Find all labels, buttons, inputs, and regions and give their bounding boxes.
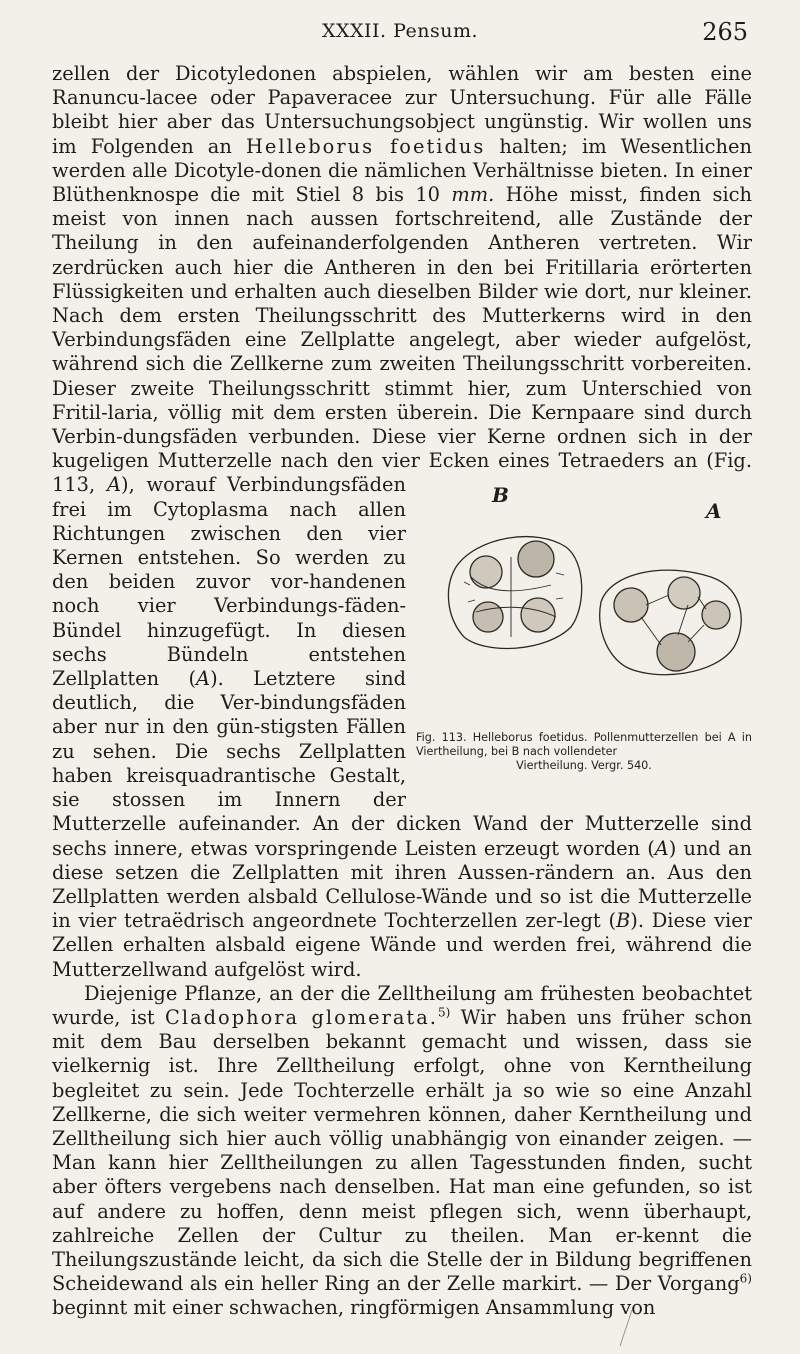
pollen-mother-cells-illustration [416, 477, 752, 727]
page-number: 265 [702, 18, 748, 46]
paragraph-1 [52, 62, 752, 982]
text-run: halten; im Wesentlichen werden alle Dicotyle-donen die nämlichen Verhältnisse bieten. In einer Blüthenknospe die mit Stiel 8 bis 10 [52, 134, 752, 207]
footnote-ref: 6) [739, 1271, 752, 1286]
species-name: Cladophora glomerata. [165, 1005, 438, 1029]
text-run: Höhe misst, finden sich meist von innen nach aussen fortschreitend, alle Zustände der Theilung in den aufeinanderfolgenden Antheren vertreten. Wir zerdrücken auch hier die Antheren in den bei Fritillaria erörterten Flüssigkeiten und erhalten auch dieselben Bilder wie dort, nur kleiner. Nach dem ersten Theilungsschritt des Mutterkerns wird in den Verbindungsfäden eine Zellplatte angelegt, aber wieder aufgelöst, während sich die Zellkerne zum zweiten Theilungsschritt vorbereiten. Dieser zweite Theilungsschritt stimmt hier, zum Unterschied von Fritil-laria, völlig mit dem ersten überein. Die Kernpaare sind durch Verbin-dungsfäden verbunden. Diese vier Kerne ordnen sich in der kugeligen Mutterzelle nach den vier Ecken eines Tetraeders an (Fig. 113, [52, 183, 753, 497]
figure-label-b: B [492, 483, 509, 508]
figure-caption [416, 731, 752, 773]
text-run: ). Letztere sind deutlich, die Ver-bindungsfäden aber nur in den gün-stigsten Fällen zu sehen. Die sechs Zellplatten haben kreisquadrantische Gestalt, sie stossen im Innern der Mutterzelle aufeinander. An der dicken Wand der Mutterzelle sind sechs innere, etwas vorspringende Leisten erzeugt worden ( [52, 667, 752, 860]
text-run-with-figure [52, 183, 752, 496]
footnote-ref: 5) [437, 1005, 451, 1020]
figure-label-a: A [706, 499, 722, 524]
caption-text-last: Viertheilung. Vergr. 540. [516, 759, 652, 773]
text-run: ). Diese vier Zellen erhalten alsbald eigene Wände und werden frei, während die Mutterzellwand aufgelöst wird. [52, 909, 752, 981]
page-header [52, 18, 748, 48]
text-run: beginnt mit einer schwachen, ringförmigen Ansammlung von [52, 1296, 656, 1320]
figure-ref: A [654, 836, 669, 860]
figure-113 [416, 477, 752, 785]
text-run: zellen der Dicotyledonen abspielen, wählen wir am besten eine Ranuncu-lacee oder Papaveracee zur Untersuchung. Für alle Fälle bleibt hier aber das Untersuchungsobject ungünstig. Wir wollen uns im Folgenden an [52, 62, 752, 158]
text-run: Diejenige Pflanze, an der die Zelltheilung am frühesten beobachtet wurde, ist [52, 981, 752, 1029]
text-run: Wir haben uns früher schon mit dem Bau derselben bekannt gemacht und wissen, dass sie vielkernig ist. Ihre Zelltheilung erfolgt, ohne von Kerntheilung begleitet zu sein. Jede Tochterzelle erhält ja so wie so eine Anzahl Zellkerne, die sich weiter vermehren können, daher Kerntheilung und Zelltheilung sich hier auch völlig unabhängig von einander zeigen. — Man kann hier Zelltheilungen zu allen Tagesstunden finden, sucht aber öfters vergebens nach denselben. Hat man eine gefunden, so ist auf andere zu hoffen, denn meist pflegen sich, wenn überhaupt, zahlreiche Zellen der Cultur zu theilen. Man er-kennt die Theilungszustände leicht, da sich die Stelle der in Bildung begriffenen Scheidewand als ein heller Ring an der Zelle markirt. — Der Vorgang [52, 1005, 752, 1296]
illustration-b [448, 537, 581, 649]
text-run: ), worauf Verbindungsfäden frei im Cytoplasma nach allen Richtungen zwischen den vier Kernen entstehen. So werden zu den beiden zuvor vor-handenen noch vier Verbindungs-fäden-Bündel hinzugefügt. In diesen sechs Bündeln entstehen Zellplatten ( [52, 473, 406, 691]
figure-ref: A [196, 667, 211, 691]
species-name: Helleborus foetidus [245, 134, 486, 158]
illustration-a [600, 571, 742, 676]
body-text [52, 62, 752, 1321]
paragraph-2 [52, 982, 752, 1321]
figure-ref: A [106, 473, 121, 497]
caption-text: Helleborus foetidus. Pollenmutterzellen bei A in Viertheilung, bei B nach vollendeter [416, 731, 752, 759]
unit-mm: mm. [451, 183, 495, 207]
figure-ref: B [616, 909, 631, 933]
running-title: XXXII. Pensum. [321, 20, 479, 42]
pencil-mark-icon [616, 1308, 636, 1348]
text-run: ) und an diese setzen die Zellplatten mit ihren Aussen-rändern an. Aus den Zellplatten werden alsbald Cellulose-Wände und so ist die Mutterzelle in vier tetraëdrisch angeordnete Tochterzellen zer-legt ( [52, 836, 752, 933]
caption-figure-number: Fig. 113. [416, 731, 467, 745]
